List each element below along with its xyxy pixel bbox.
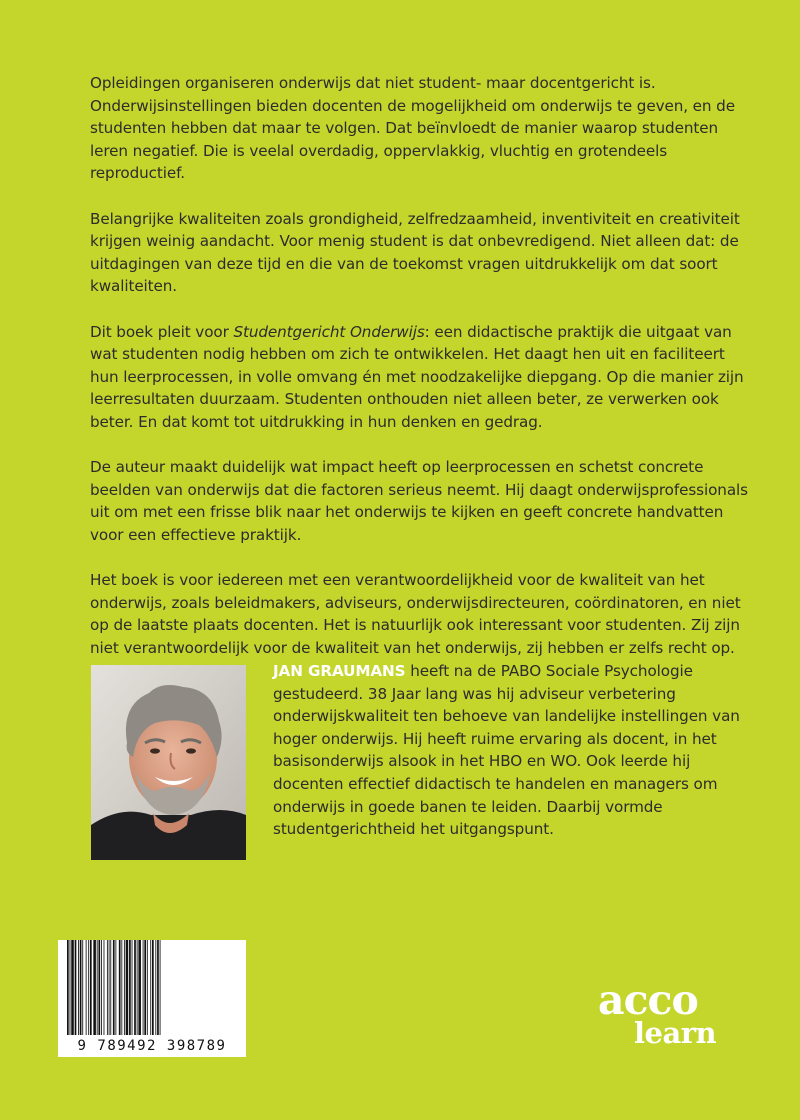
barcode-bar <box>160 940 161 1035</box>
logo-line-learn: learn <box>634 1016 717 1050</box>
author-name: JAN GRAUMANS <box>273 662 406 680</box>
barcode-bar <box>104 940 105 1035</box>
barcode-bar <box>138 940 141 1035</box>
barcode-bar <box>119 940 121 1035</box>
barcode-bar <box>70 940 71 1035</box>
barcode-bar <box>110 940 111 1035</box>
blurb-paragraph-2: Belangrijke kwaliteiten zoals grondigheid, zelfredzaamheid, inventiviteit en creativiteit krijgen weinig aandacht. Voor menig student is dat onbevredigend. Niet alleen dat: de uitdagingen van deze tijd en die van de toekomst vragen uitdrukkelijk om dat soort kwaliteiten. <box>90 209 740 295</box>
barcode-bar <box>157 940 159 1035</box>
barcode-bar <box>126 940 129 1035</box>
barcode-bar <box>143 940 144 1035</box>
barcode-bar <box>90 940 92 1035</box>
barcode-bar <box>115 940 116 1035</box>
barcode-bar <box>75 940 77 1035</box>
author-portrait-image <box>91 665 246 860</box>
barcode-bar <box>97 940 98 1035</box>
isbn-barcode <box>58 940 246 1057</box>
barcode-bar <box>147 940 148 1035</box>
barcode-bar <box>80 940 82 1035</box>
blurb-paragraph-3 <box>90 321 750 434</box>
blurb-paragraph-1: Opleidingen organiseren onderwijs dat niet student- maar docentgericht is. Onderwijsinstellingen bieden docenten de mogelijkheid om onderwijs te geven, en de studenten hebben dat maar te volgen. Dat beïnvloedt de manier waarop studenten leren negatief. Die is veelal overdadig, oppervlakkig, vluchtig en grotendeels reproductief. <box>90 74 735 182</box>
barcode-bar <box>86 940 87 1035</box>
barcode-bar <box>98 940 100 1035</box>
barcode-bar <box>71 940 74 1035</box>
barcode-bar <box>93 940 96 1035</box>
barcode-bar <box>144 940 146 1035</box>
barcode-bar <box>124 940 125 1035</box>
barcode-bar <box>121 940 122 1035</box>
barcode-bar <box>82 940 83 1035</box>
blurb-paragraph-4: De auteur maakt duidelijk wat impact heeft op leerprocessen en schetst concrete beelden van onderwijs dat die factoren serieus neemt. Hij daagt onderwijsprofessionals uit om met een frisse blik naar het onderwijs te kijken en geeft concrete handvatten voor een effectieve praktijk. <box>90 458 748 544</box>
book-title-italic: Studentgericht Onderwijs <box>233 322 425 341</box>
barcode-bar <box>155 940 156 1035</box>
barcode-bar <box>101 940 102 1035</box>
barcode-bar <box>109 940 110 1035</box>
barcode-bar <box>150 940 151 1035</box>
barcode-bar <box>88 940 89 1035</box>
author-bio-text: heeft na de PABO Sociale Psychologie gestudeerd. 38 Jaar lang was hij adviseur verbetering onderwijskwaliteit ten behoeve van landelijke instellingen van hoger onderwijs. Hij heeft ruime ervaring als docent, in het basisonderwijs alsook in het HBO en WO. Ook leerde hij docenten effectief didactisch te handelen en managers om onderwijs in goede banen te leiden. Daarbij vormde studentgerichtheid het uitgangspunt. <box>273 662 740 839</box>
blurb-paragraph-3-intro: Dit boek pleit voor <box>90 322 234 341</box>
barcode-bars <box>65 940 239 1035</box>
logo-line-acco: acco <box>598 976 698 1024</box>
barcode-bar <box>129 940 131 1035</box>
barcode-bar <box>132 940 133 1035</box>
author-bio <box>273 660 743 841</box>
back-cover-blurb <box>90 72 750 682</box>
barcode-bar <box>134 940 136 1035</box>
publisher-logo <box>598 976 738 1050</box>
barcode-bar <box>67 940 69 1035</box>
isbn-digits: 9 789492 398789 <box>77 1038 227 1054</box>
barcode-bar <box>113 940 115 1035</box>
author-photo <box>91 665 246 860</box>
barcode-bar <box>152 940 154 1035</box>
barcode-bar <box>137 940 138 1035</box>
blurb-paragraph-5: Het boek is voor iedereen met een verantwoordelijkheid voor de kwaliteit van het onderwijs, zoals beleidmakers, adviseurs, onderwijsdirecteuren, coördinatoren, en niet op de laatste plaats docenten. Het is natuurlijk ook interessant voor studenten. Zij zijn niet verantwoordelijk voor de kwaliteit van het onderwijs, zij hebben er zelfs recht op. <box>90 571 741 657</box>
blurb-paragraph-3-rest: : een didactische praktijk die uitgaat van wat studenten nodig hebben om zich te ontwikkelen. Het daagt hen uit en faciliteert hun leerprocessen, in volle omvang én met noodzakelijke diepgang. Op die manier zijn leerresultaten duurzaam. Studenten onthouden niet alleen beter, ze verwerken ook beter. En dat komt tot uitdrukking in hun denken en gedrag. <box>90 322 744 431</box>
barcode-bar <box>78 940 79 1035</box>
barcode-bar <box>107 940 108 1035</box>
